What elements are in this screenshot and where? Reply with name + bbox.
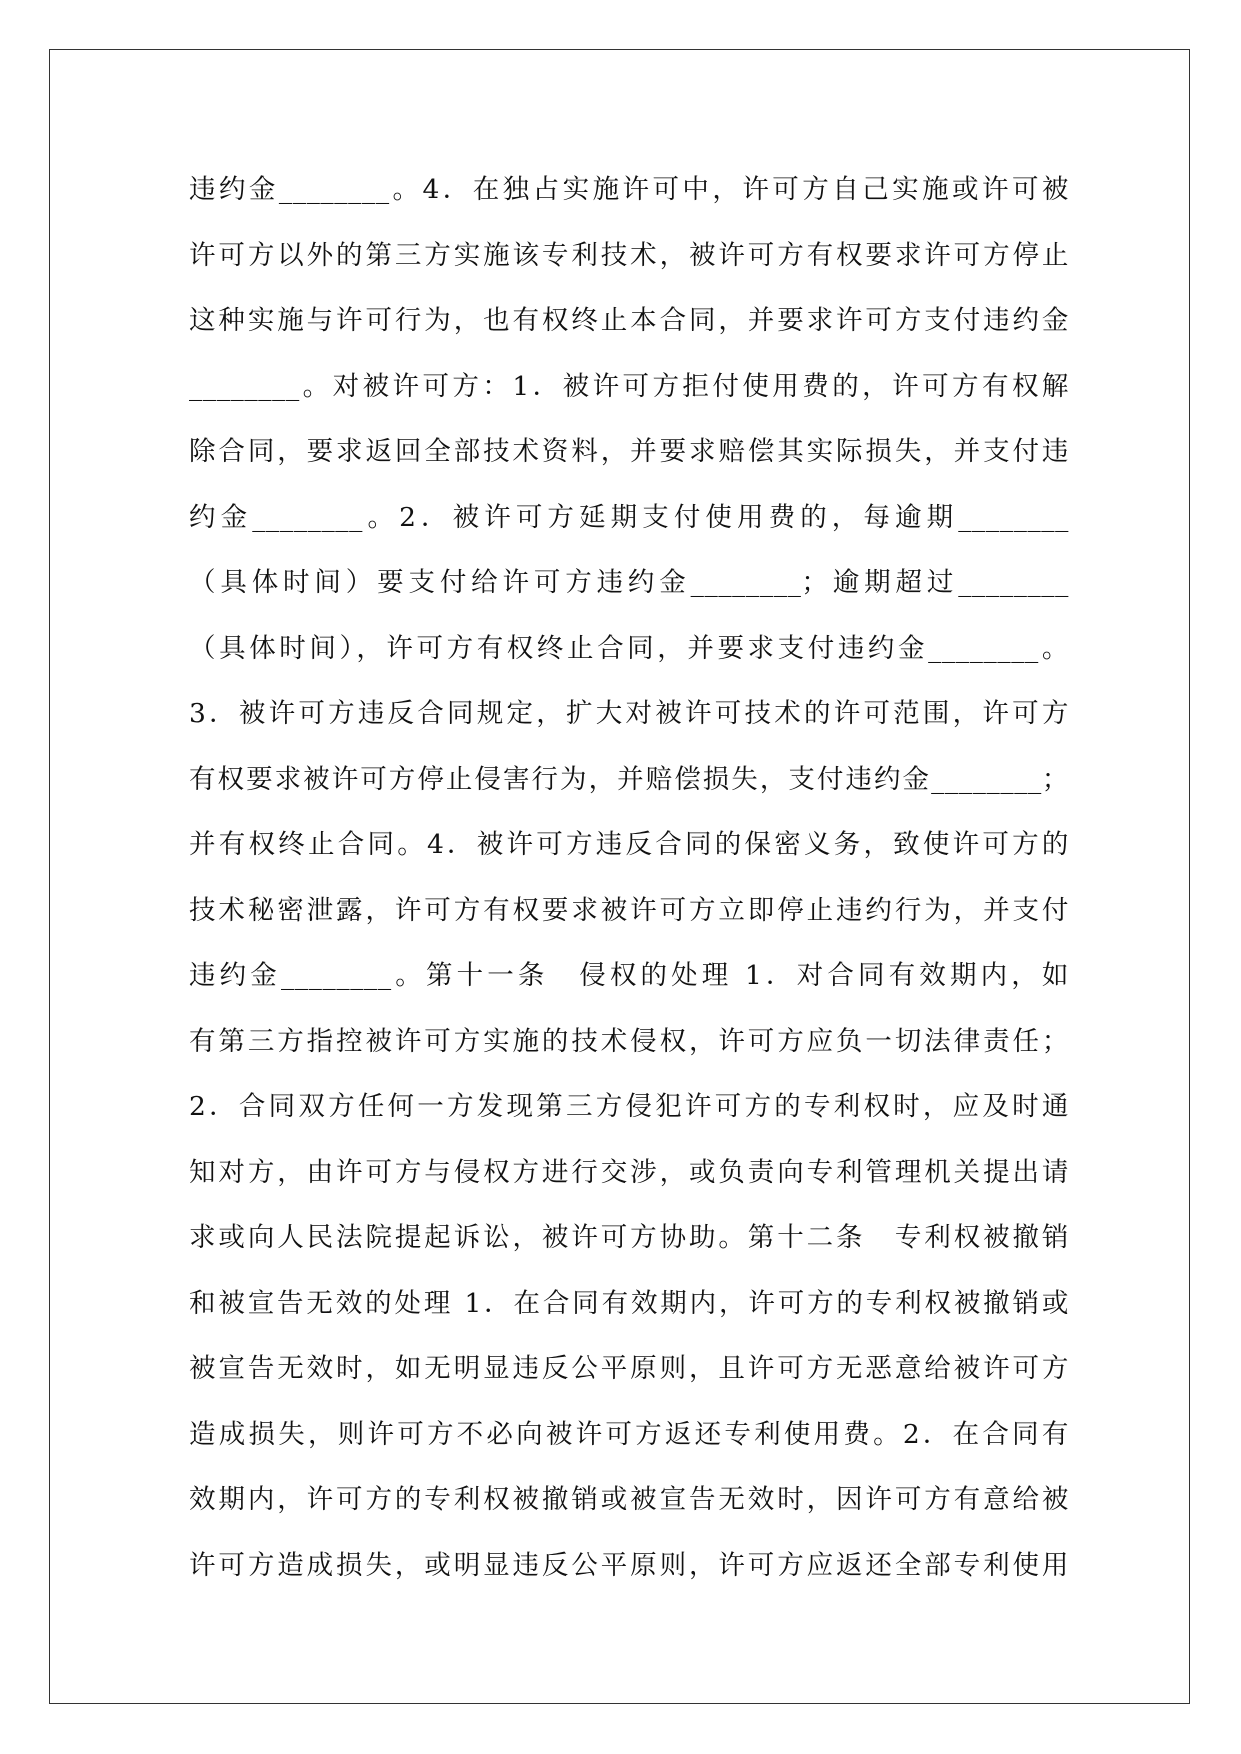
text-line: 造成损失，则许可方不必向被许可方返还专利使用费。2．在合同有	[189, 1418, 1069, 1450]
text-line: 3．被许可方违反合同规定，扩大对被许可技术的许可范围，许可方	[189, 698, 1069, 729]
text-line: 求或向人民法院提起诉讼，被许可方协助。第十二条 专利权被撤销	[189, 1222, 1069, 1253]
text-line: 这种实施与许可行为，也有权终止本合同，并要求许可方支付违约金	[189, 305, 1069, 336]
text-line: 有权要求被许可方停止侵害行为，并赔偿损失，支付违约金________；	[189, 763, 1069, 795]
text-line: 技术秘密泄露，许可方有权要求被许可方立即停止违约行为，并支付	[189, 894, 1069, 926]
text-line: 有第三方指控被许可方实施的技术侵权，许可方应负一切法律责任；	[189, 1025, 1069, 1057]
text-line: ________。对被许可方：1．被许可方拒付使用费的，许可方有权解	[189, 370, 1069, 402]
text-line: 约金________。2．被许可方延期支付使用费的，每逾期________	[189, 501, 1069, 533]
contract-body-text	[189, 157, 1069, 1598]
text-line: 和被宣告无效的处理 1．在合同有效期内，许可方的专利权被撤销或	[189, 1287, 1069, 1319]
text-line: 许可方以外的第三方实施该专利技术，被许可方有权要求许可方停止	[189, 239, 1069, 271]
text-line: 知对方，由许可方与侵权方进行交涉，或负责向专利管理机关提出请	[189, 1156, 1069, 1188]
text-line: 效期内，许可方的专利权被撤销或被宣告无效时，因许可方有意给被	[189, 1484, 1069, 1515]
text-line: 违约金________。第十一条 侵权的处理 1．对合同有效期内，如	[189, 960, 1069, 991]
text-line: 2．合同双方任何一方发现第三方侵犯许可方的专利权时，应及时通	[189, 1091, 1069, 1122]
text-line: 除合同，要求返回全部技术资料，并要求赔偿其实际损失，并支付违	[189, 436, 1069, 467]
text-line: 违约金________。4．在独占实施许可中，许可方自己实施或许可被	[189, 174, 1069, 205]
text-line: 被宣告无效时，如无明显违反公平原则，且许可方无恶意给被许可方	[189, 1353, 1069, 1384]
text-line: 许可方造成损失，或明显违反公平原则，许可方应返还全部专利使用	[189, 1549, 1069, 1581]
text-line: 并有权终止合同。4．被许可方违反合同的保密义务，致使许可方的	[189, 829, 1069, 860]
text-line: （具体时间）要支付给许可方违约金________；逾期超过________	[189, 567, 1069, 598]
text-line: （具体时间），许可方有权终止合同，并要求支付违约金________。	[189, 632, 1069, 664]
